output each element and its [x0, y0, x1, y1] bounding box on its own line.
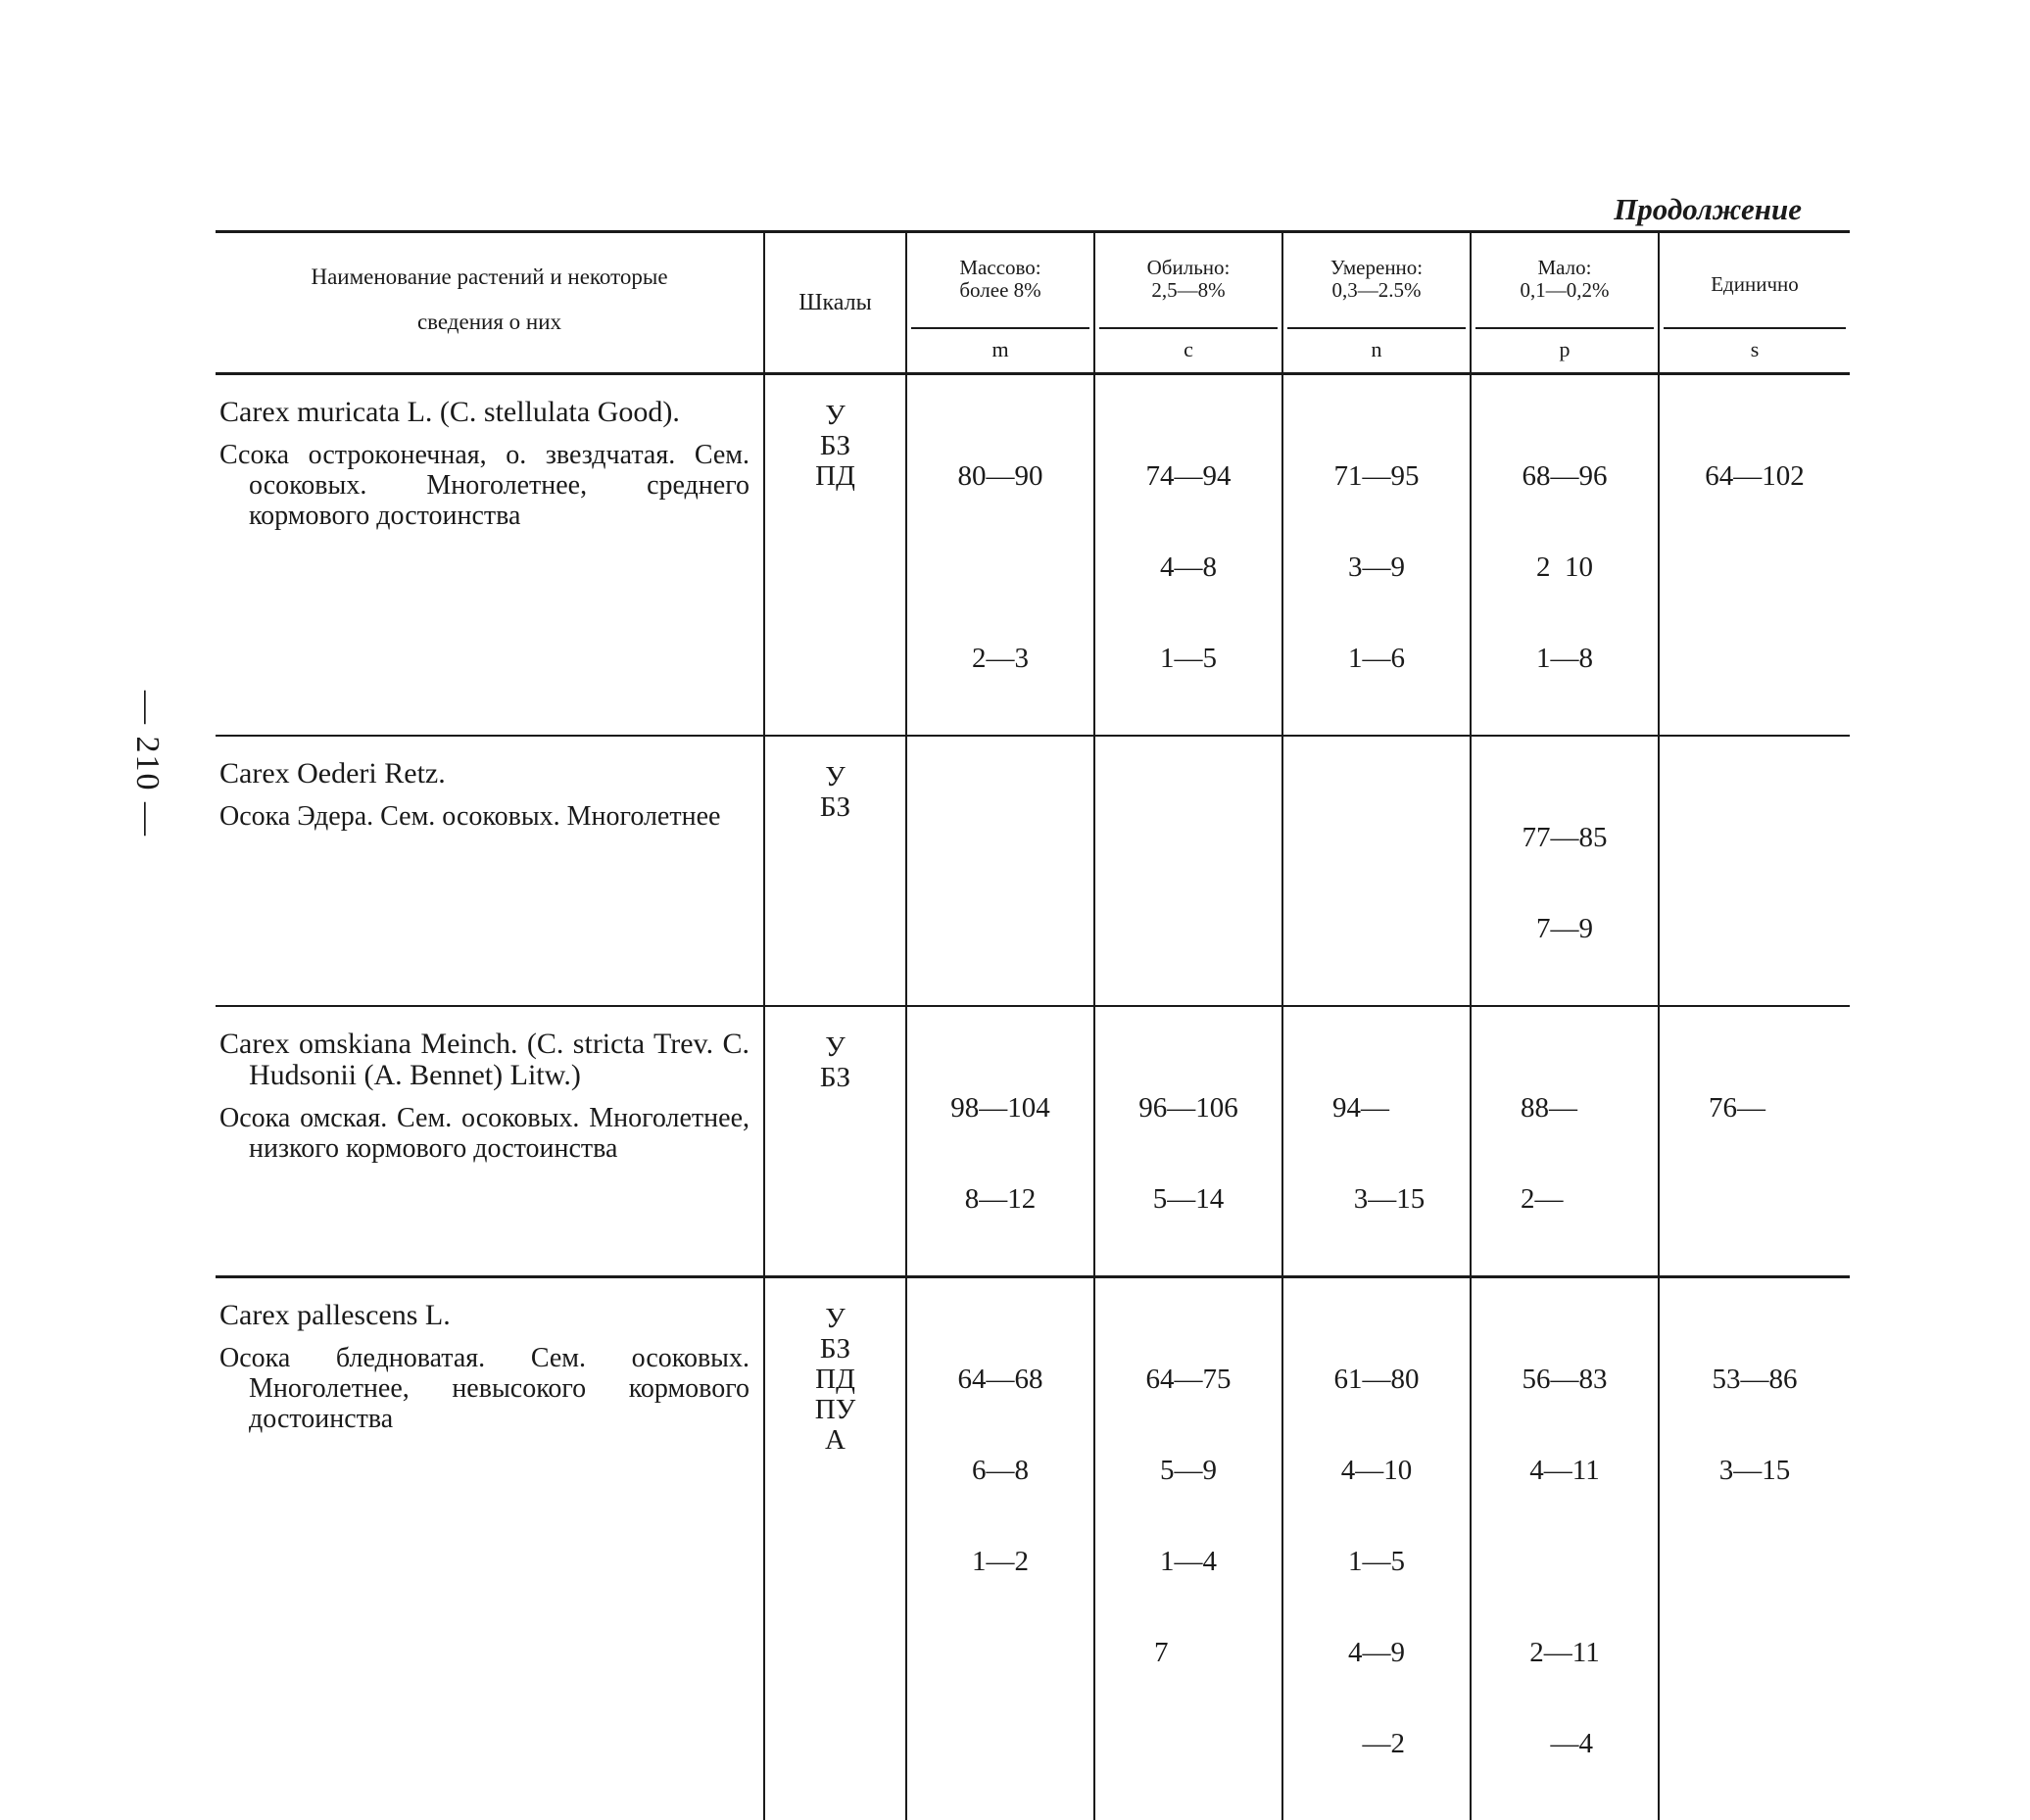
header-name-cell — [216, 233, 764, 374]
scales-cell: У БЗ ПД — [764, 375, 906, 736]
value-cell-s — [1659, 737, 1850, 1006]
code-n: n — [1287, 327, 1466, 372]
value-cell-s: 76— — [1659, 1007, 1850, 1277]
table-row — [216, 1007, 1850, 1277]
latin-name: Carex omskiana Meinch. (C. stricta Trev. C. Hudsonii (A. Bennet) Litw.) — [219, 1028, 749, 1091]
page-number: — 210 — — [129, 691, 166, 838]
header-name-line1: Наименование растений и некоторые — [311, 264, 668, 289]
header-category-moderate — [1282, 233, 1471, 327]
code-p: p — [1475, 327, 1654, 372]
code-s: s — [1664, 327, 1846, 372]
header-category-range: более 8% — [959, 278, 1041, 302]
russian-description: Ссока остроконечная, о. звездчатая. Сем. осоковых. Многолетнее, среднего кормового достоинства — [219, 440, 749, 531]
header-category-range: 0,3—2.5% — [1331, 278, 1422, 302]
scales-cell: У БЗ — [764, 1007, 906, 1277]
value-cell-n: 71—95 3—9 1—6 — [1282, 375, 1471, 736]
value-cell-s: 53—86 3—15 — [1659, 1278, 1850, 1820]
header-name-line2: сведения о них — [416, 310, 562, 334]
code-c: c — [1099, 327, 1278, 372]
russian-description: Осока омская. Сем. осоковых. Многолетнее, низкого кормового достоинства — [219, 1103, 749, 1164]
value-cell-p: 77—85 7—9 — [1471, 737, 1659, 1006]
value-cell-p: 68—96 2 10 1—8 — [1471, 375, 1659, 736]
value-cell-m: 64—68 6—8 1—2 — [906, 1278, 1094, 1820]
value-cell-m: 98—104 8—12 — [906, 1007, 1094, 1277]
plant-name-cell — [216, 737, 764, 1006]
vegetation-table — [216, 230, 1850, 1820]
header-category-few — [1471, 233, 1659, 327]
value-cell-c: 74—94 4—8 1—5 — [1094, 375, 1282, 736]
table-row — [216, 737, 1850, 1006]
latin-name: Carex Oederi Retz. — [219, 757, 446, 790]
plant-name-cell — [216, 1278, 764, 1820]
continuation-label: Продолжение — [1614, 192, 1802, 226]
latin-name: Carex muricata L. (C. stellulata Good). — [219, 396, 680, 428]
scales-cell: У БЗ ПД ПУ А — [764, 1278, 906, 1820]
plant-name-cell — [216, 1007, 764, 1277]
table-row — [216, 375, 1850, 736]
header-category-label: Обильно: — [1146, 256, 1231, 279]
value-cell-s: 64—102 — [1659, 375, 1850, 736]
header-category-label: Мало: — [1537, 256, 1592, 279]
header-category-range: 0,1—0,2% — [1520, 278, 1610, 302]
table-row — [216, 1278, 1850, 1820]
header-row — [216, 233, 1850, 327]
header-category-label: Единично — [1711, 271, 1799, 296]
header-category-abundant — [1094, 233, 1282, 327]
value-cell-n: 94— 3—15 — [1282, 1007, 1471, 1277]
value-cell-c — [1094, 737, 1282, 1006]
russian-description: Осока бледноватая. Сем. осоковых. Многолетнее, невысокого кормового достоинства — [219, 1343, 749, 1434]
value-cell-n: 61—80 4—10 1—5 4—9 —2 — [1282, 1278, 1471, 1820]
value-cell-c: 64—75 5—9 1—4 7 — [1094, 1278, 1282, 1820]
code-m: m — [911, 327, 1089, 372]
value-cell-p: 88— 2— — [1471, 1007, 1659, 1277]
header-scales: Шкалы — [764, 233, 906, 374]
plant-name-cell — [216, 375, 764, 736]
header-category-mass — [906, 233, 1094, 327]
scales-cell: У БЗ — [764, 737, 906, 1006]
value-cell-p: 56—83 4—11 2—11 —4 — [1471, 1278, 1659, 1820]
header-category-single — [1659, 233, 1850, 327]
latin-name: Carex pallescens L. — [219, 1299, 451, 1331]
header-category-label: Умеренно: — [1329, 256, 1424, 279]
header-category-range: 2,5—8% — [1151, 278, 1226, 302]
header-category-label: Массово: — [959, 256, 1041, 279]
russian-description: Осока Эдера. Сем. осоковых. Многолетнее — [219, 801, 721, 832]
value-cell-c: 96—106 5—14 — [1094, 1007, 1282, 1277]
value-cell-m — [906, 737, 1094, 1006]
value-cell-m: 80—90 2—3 — [906, 375, 1094, 736]
value-cell-n — [1282, 737, 1471, 1006]
